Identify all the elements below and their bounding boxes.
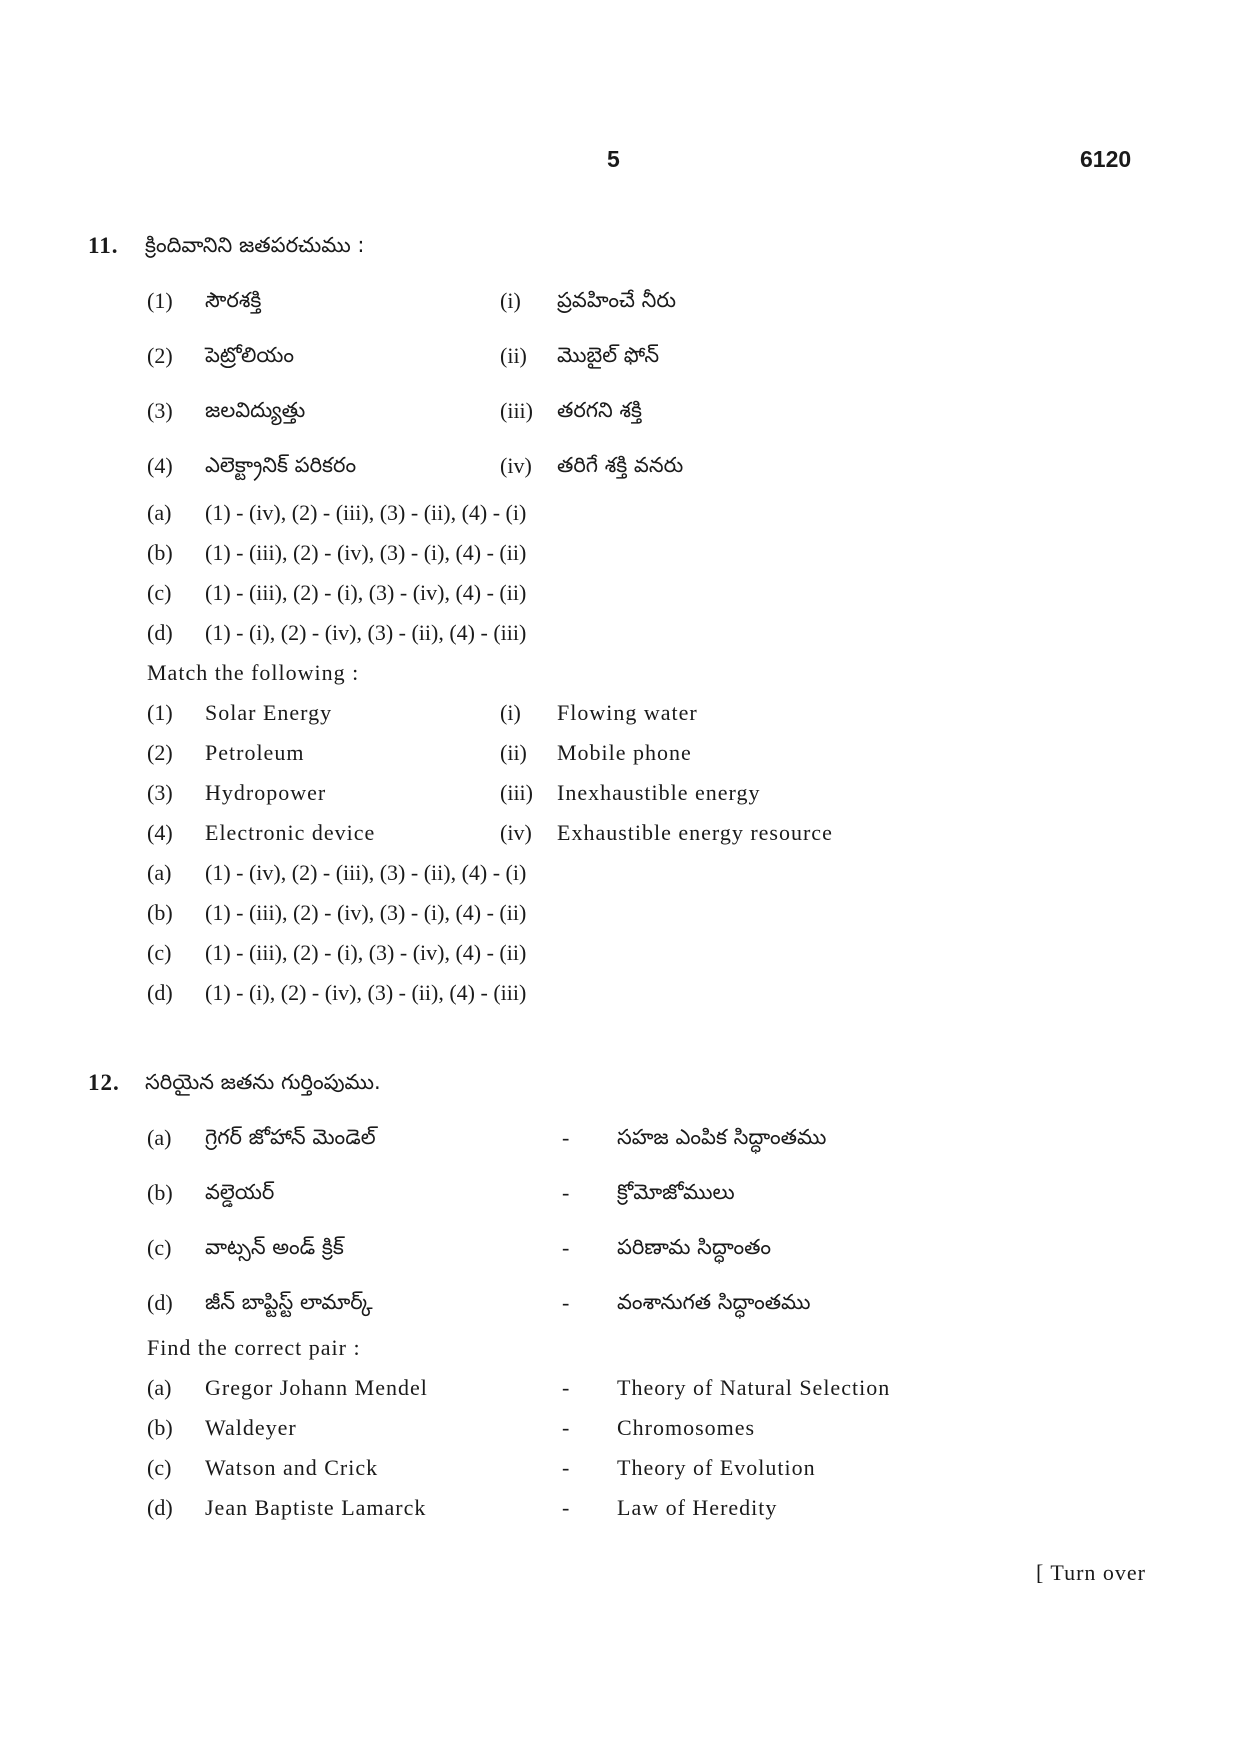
- page-number: 5: [607, 146, 620, 172]
- option-label: (d): [147, 980, 173, 1005]
- pair-left-label: (4): [147, 820, 173, 845]
- option-label: (a): [147, 860, 172, 885]
- pair-left-label: (4): [147, 453, 173, 478]
- pair-left-text: గ్రెగర్ జోహాన్ మెండెల్: [205, 1125, 376, 1149]
- pair-left-text: జీన్ బాప్టిస్ట్ లామార్క్: [205, 1290, 373, 1314]
- pair-right-label: (iv): [500, 820, 532, 845]
- option-label: (b): [147, 540, 173, 565]
- pair-dash: -: [562, 1125, 570, 1150]
- option-label: (a): [147, 500, 172, 525]
- pair-label: (c): [147, 1455, 172, 1480]
- option-text: (1) - (i), (2) - (iv), (3) - (ii), (4) - (iii): [205, 980, 527, 1005]
- option-text: (1) - (iv), (2) - (iii), (3) - (ii), (4) - (i): [205, 860, 527, 885]
- pair-left-text: పెట్రోలియం: [205, 343, 295, 367]
- pair-right-text: సహజ ఎంపిక సిద్ధాంతము: [617, 1125, 827, 1149]
- pair-left-text: Electronic device: [205, 820, 376, 845]
- pair-left-label: (1): [147, 288, 173, 313]
- q12-telugu-prompt: సరియైన జతను గుర్తింపుము.: [145, 1070, 381, 1094]
- pair-left-label: (1): [147, 700, 173, 725]
- pair-right-label: (i): [500, 288, 521, 313]
- pair-label: (d): [147, 1495, 173, 1520]
- pair-left-text: Waldeyer: [205, 1415, 297, 1440]
- pair-dash: -: [562, 1290, 570, 1315]
- pair-right-text: Inexhaustible energy: [557, 780, 761, 805]
- pair-right-text: Mobile phone: [557, 740, 692, 765]
- turn-over-note: [ Turn over: [1035, 1560, 1146, 1585]
- pair-left-text: Petroleum: [205, 740, 305, 765]
- pair-right-label: (iv): [500, 453, 532, 478]
- pair-left-text: Solar Energy: [205, 700, 333, 725]
- option-text: (1) - (iii), (2) - (i), (3) - (iv), (4) - (ii): [205, 580, 527, 605]
- pair-right-text: క్రోమోజోములు: [617, 1180, 735, 1204]
- q11-telugu-prompt: క్రిందివానిని జతపరచుము :: [145, 233, 365, 257]
- pair-right-text: ప్రవహించే నీరు: [557, 288, 677, 312]
- pair-right-text: వంశానుగత సిద్ధాంతము: [617, 1290, 811, 1314]
- pair-right-text: Theory of Evolution: [617, 1455, 816, 1480]
- q12-english-prompt: Find the correct pair :: [147, 1335, 361, 1360]
- pair-right-label: (iii): [500, 780, 533, 805]
- pair-label: (b): [147, 1415, 173, 1440]
- pair-right-text: తరిగే శక్తి వనరు: [557, 453, 684, 477]
- q11-english-prompt: Match the following :: [147, 660, 360, 685]
- pair-right-text: Exhaustible energy resource: [557, 820, 833, 845]
- pair-label: (c): [147, 1235, 172, 1260]
- pair-label: (a): [147, 1375, 172, 1400]
- pair-right-label: (ii): [500, 343, 527, 368]
- pair-label: (b): [147, 1180, 173, 1205]
- pair-right-text: తరగని శక్తి: [557, 398, 642, 422]
- pair-left-text: వాట్సన్ అండ్ క్రిక్: [205, 1235, 344, 1259]
- pair-left-label: (2): [147, 740, 173, 765]
- pair-left-label: (3): [147, 780, 173, 805]
- option-label: (c): [147, 580, 172, 605]
- pair-dash: -: [562, 1455, 570, 1480]
- pair-left-text: ఎలెక్ట్రానిక్ పరికరం: [205, 453, 357, 477]
- option-label: (c): [147, 940, 172, 965]
- pair-dash: -: [562, 1180, 570, 1205]
- pair-left-text: Jean Baptiste Lamarck: [205, 1495, 427, 1520]
- pair-right-text: పరిణామ సిద్ధాంతం: [617, 1235, 772, 1259]
- pair-dash: -: [562, 1375, 570, 1400]
- pair-left-text: Hydropower: [205, 780, 327, 805]
- pair-left-text: వల్డెయర్: [205, 1180, 275, 1204]
- pair-right-label: (ii): [500, 740, 527, 765]
- pair-left-text: జలవిద్యుత్తు: [205, 398, 306, 422]
- option-text: (1) - (iii), (2) - (iv), (3) - (i), (4) - (ii): [205, 900, 527, 925]
- paper-code: 6120: [1080, 146, 1132, 172]
- pair-left-text: Gregor Johann Mendel: [205, 1375, 428, 1400]
- pair-dash: -: [562, 1495, 570, 1520]
- pair-right-text: Flowing water: [557, 700, 698, 725]
- pair-label: (d): [147, 1290, 173, 1315]
- pair-label: (a): [147, 1125, 172, 1150]
- pair-right-text: Theory of Natural Selection: [617, 1375, 891, 1400]
- option-text: (1) - (iii), (2) - (iv), (3) - (i), (4) - (ii): [205, 540, 527, 565]
- pair-right-text: Law of Heredity: [617, 1495, 778, 1520]
- option-text: (1) - (iv), (2) - (iii), (3) - (ii), (4) - (i): [205, 500, 527, 525]
- option-label: (b): [147, 900, 173, 925]
- pair-dash: -: [562, 1415, 570, 1440]
- question-number-11: 11.: [88, 233, 119, 258]
- pair-left-label: (3): [147, 398, 173, 423]
- pair-right-label: (i): [500, 700, 521, 725]
- option-label: (d): [147, 620, 173, 645]
- pair-right-text: మొబైల్ ఫోన్: [557, 343, 660, 367]
- pair-left-text: Watson and Crick: [205, 1455, 379, 1480]
- option-text: (1) - (iii), (2) - (i), (3) - (iv), (4) - (ii): [205, 940, 527, 965]
- option-text: (1) - (i), (2) - (iv), (3) - (ii), (4) - (iii): [205, 620, 527, 645]
- pair-right-text: Chromosomes: [617, 1415, 756, 1440]
- pair-left-text: సౌరశక్తి: [205, 288, 262, 312]
- pair-right-label: (iii): [500, 398, 533, 423]
- question-number-12: 12.: [88, 1070, 120, 1095]
- pair-left-label: (2): [147, 343, 173, 368]
- pair-dash: -: [562, 1235, 570, 1260]
